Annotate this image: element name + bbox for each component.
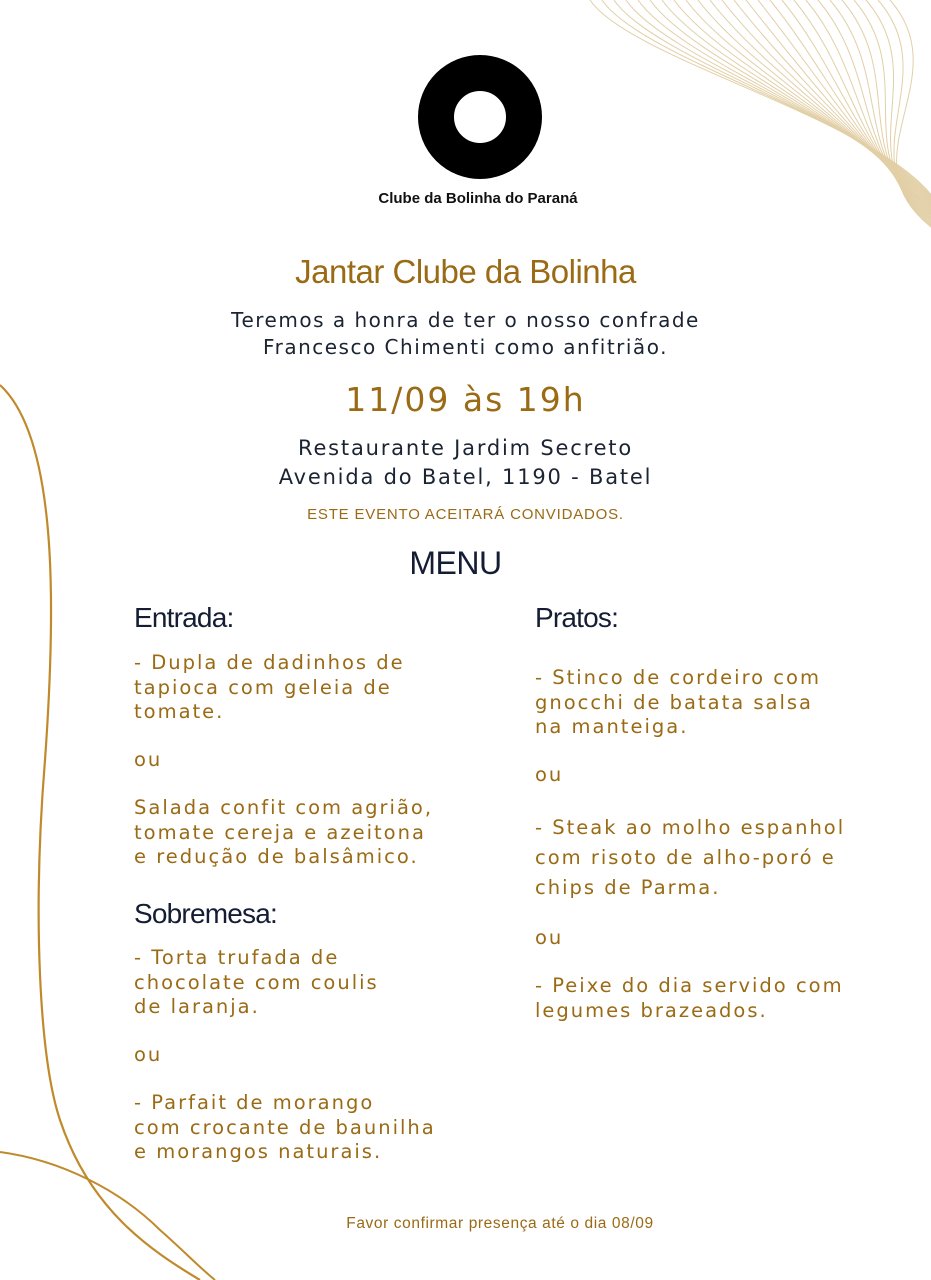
entrada-option-1 bbox=[134, 651, 405, 725]
entrada-option-2 bbox=[134, 796, 433, 870]
sobremesa-or: ou bbox=[134, 1043, 163, 1066]
venue-name: Restaurante Jardim Secreto bbox=[298, 436, 633, 460]
wave-line bbox=[614, 0, 931, 202]
menu-line: legumes brazeados. bbox=[535, 998, 768, 1022]
pratos-or-1: ou bbox=[535, 763, 564, 786]
wave-line bbox=[758, 0, 931, 217]
wave-line bbox=[686, 0, 931, 210]
menu-line: tapioca com geleia de bbox=[134, 675, 392, 699]
intro-line-2: Francesco Chimenti como anfitrião. bbox=[263, 335, 668, 359]
menu-line: gnocchi de batata salsa bbox=[535, 690, 814, 714]
pratos-option-1 bbox=[535, 666, 821, 740]
menu-line: - Steak ao molho espanhol bbox=[535, 816, 846, 839]
wave-line bbox=[698, 0, 931, 211]
event-title: Jantar Clube da Bolinha bbox=[295, 253, 636, 290]
sobremesa-option-2 bbox=[134, 1091, 436, 1165]
wave-line bbox=[602, 0, 931, 201]
sobremesa-option-1 bbox=[134, 946, 379, 1020]
menu-line: e morangos naturais. bbox=[134, 1140, 383, 1163]
wave-line bbox=[674, 0, 931, 208]
wave-line bbox=[590, 0, 931, 200]
wave-line bbox=[626, 0, 931, 204]
club-logo bbox=[418, 55, 542, 179]
event-venue bbox=[0, 434, 931, 492]
pratos-heading: Pratos: bbox=[535, 602, 619, 633]
menu-line: - Parfait de morango bbox=[134, 1091, 375, 1114]
pratos-option-3 bbox=[535, 974, 844, 1023]
wave-line bbox=[722, 0, 931, 213]
menu-title: MENU bbox=[409, 545, 502, 581]
wave-line bbox=[806, 0, 931, 222]
sobremesa-heading: Sobremesa: bbox=[134, 898, 277, 929]
menu-line: na manteiga. bbox=[535, 715, 689, 738]
rsvp-note: Favor confirmar presença até o dia 08/09 bbox=[346, 1215, 654, 1232]
menu-line: tomate. bbox=[134, 700, 225, 723]
wave-line bbox=[770, 0, 931, 218]
wave-line bbox=[794, 0, 931, 220]
menu-line: - Dupla de dadinhos de bbox=[134, 651, 405, 674]
wave-line bbox=[662, 0, 931, 207]
pratos-or-2: ou bbox=[535, 926, 564, 949]
entrada-or: ou bbox=[134, 748, 163, 771]
guests-notice: ESTE EVENTO ACEITARÁ CONVIDADOS. bbox=[307, 506, 624, 523]
menu-line: e redução de balsâmico. bbox=[134, 845, 419, 868]
menu-line: chips de Parma. bbox=[535, 876, 721, 899]
menu-line: de laranja. bbox=[134, 995, 260, 1018]
event-intro bbox=[0, 307, 931, 361]
wave-line bbox=[746, 0, 931, 216]
event-datetime: 11/09 às 19h bbox=[345, 380, 586, 419]
organization-name: Clube da Bolinha do Paraná bbox=[378, 190, 578, 207]
menu-line: Salada confit com agrião, bbox=[134, 796, 434, 819]
wave-line bbox=[638, 0, 931, 205]
intro-line-1: Teremos a honra de ter o nosso confrade bbox=[231, 308, 700, 332]
menu-line: - Stinco de cordeiro com bbox=[535, 666, 821, 689]
menu-line: - Torta trufada de bbox=[134, 946, 340, 969]
wave-line bbox=[710, 0, 931, 212]
venue-address: Avenida do Batel, 1190 - Batel bbox=[278, 465, 653, 489]
wave-line bbox=[782, 0, 931, 219]
pratos-option-2 bbox=[535, 813, 845, 903]
menu-line: com risoto de alho-poró e bbox=[535, 846, 836, 869]
menu-line: - Peixe do dia servido com bbox=[535, 974, 844, 997]
menu-line: com crocante de baunilha bbox=[134, 1115, 436, 1139]
menu-line: chocolate com coulis bbox=[134, 970, 379, 994]
menu-line: tomate cereja e azeitona bbox=[134, 820, 426, 844]
entrada-heading: Entrada: bbox=[134, 602, 234, 633]
wave-line bbox=[650, 0, 931, 206]
wave-line bbox=[734, 0, 931, 214]
